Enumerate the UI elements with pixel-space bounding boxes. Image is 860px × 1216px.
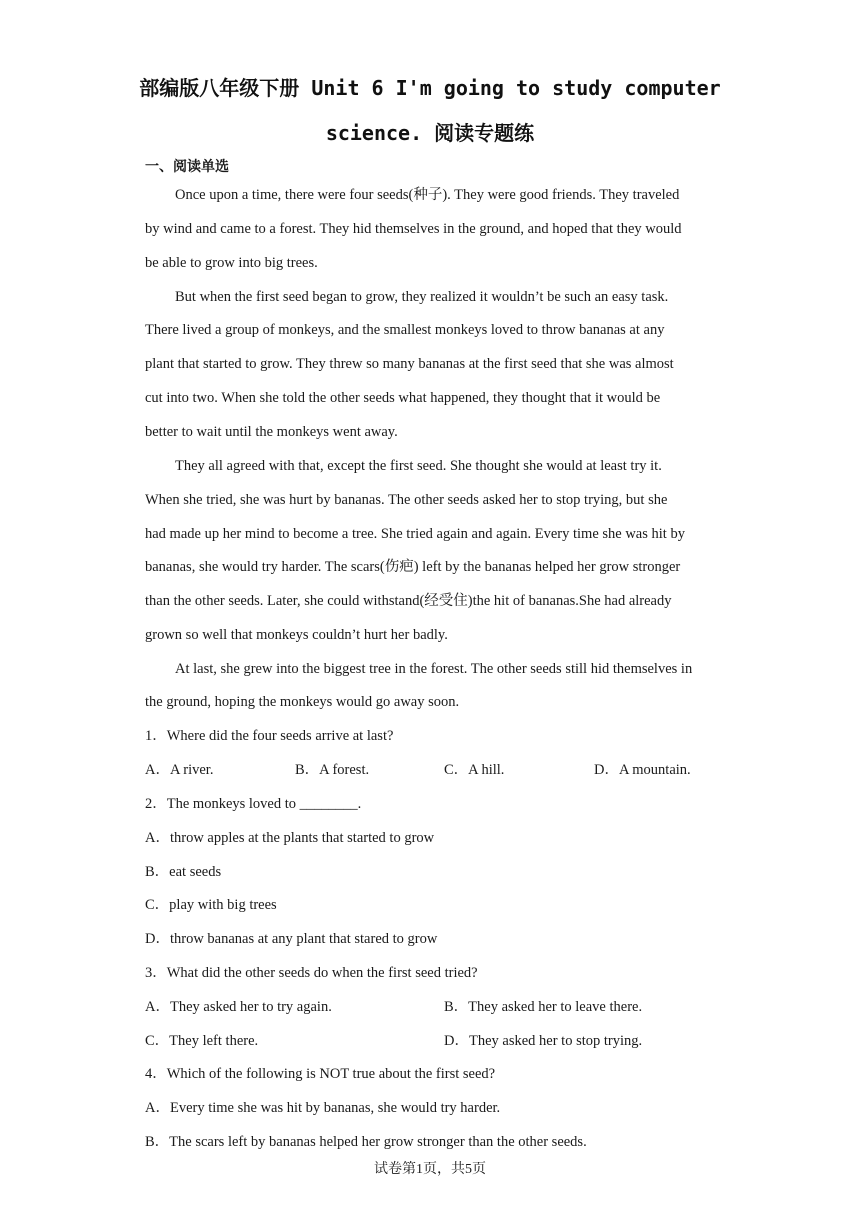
answer-option: C．play with big trees: [145, 897, 277, 913]
passage-line: the ground, hoping the monkeys would go away soon.: [145, 694, 460, 710]
document-title-line-1: 部编版八年级下册 Unit 6 I'm going to study computer: [139, 76, 721, 100]
document-title-line-2: science. 阅读专题练: [325, 121, 535, 145]
answer-option: B．A forest.: [295, 762, 370, 778]
answer-option: C．A hill.: [444, 762, 505, 778]
passage-line: bananas, she would try harder. The scars(伤疤) left by the bananas helped her grow stronger: [145, 559, 681, 575]
answer-option: C．They left there.: [145, 1033, 259, 1049]
answer-option: B．eat seeds: [145, 864, 222, 880]
passage-line: be able to grow into big trees.: [145, 255, 318, 271]
answer-option: D．throw bananas at any plant that stared to grow: [145, 931, 438, 947]
question-stem: 3．What did the other seeds do when the first seed tried?: [145, 965, 478, 981]
passage-line: grown so well that monkeys couldn’t hurt her badly.: [145, 627, 448, 643]
passage-line: There lived a group of monkeys, and the smallest monkeys loved to throw bananas at any: [145, 322, 665, 338]
answer-option: B．The scars left by bananas helped her grow stronger than the other seeds.: [145, 1134, 587, 1150]
answer-option: A．Every time she was hit by bananas, she would try harder.: [145, 1100, 501, 1116]
answer-option: D．A mountain.: [594, 762, 691, 778]
page-number-footer: 试卷第1页，共5页: [374, 1162, 486, 1177]
passage-line: plant that started to grow. They threw so many bananas at the first seed that she was almost: [145, 356, 674, 372]
answer-option: D．They asked her to stop trying.: [444, 1033, 643, 1049]
passage-line: At last, she grew into the biggest tree in the forest. The other seeds still hid themselves in: [175, 661, 693, 677]
section-heading: 一、阅读单选: [145, 159, 229, 175]
answer-option: A．throw apples at the plants that started to grow: [145, 830, 435, 846]
passage-line: They all agreed with that, except the first seed. She thought she would at least try it.: [175, 458, 662, 474]
answer-option: A．A river.: [145, 762, 214, 778]
passage-line: Once upon a time, there were four seeds(种子). They were good friends. They traveled: [175, 187, 680, 203]
passage-line: better to wait until the monkeys went away.: [145, 424, 398, 440]
answer-option: A．They asked her to try again.: [145, 999, 332, 1015]
passage-line: than the other seeds. Later, she could withstand(经受住)the hit of bananas.She had already: [145, 593, 672, 609]
question-stem: 4．Which of the following is NOT true about the first seed?: [145, 1066, 496, 1082]
passage-line: But when the first seed began to grow, they realized it wouldn’t be such an easy task.: [175, 289, 669, 305]
passage-line: had made up her mind to become a tree. She tried again and again. Every time she was hit by: [145, 526, 685, 542]
passage-line: When she tried, she was hurt by bananas. The other seeds asked her to stop trying, but she: [145, 492, 668, 508]
answer-option: B．They asked her to leave there.: [444, 999, 643, 1015]
passage-line: cut into two. When she told the other seeds what happened, they thought that it would be: [145, 390, 661, 406]
passage-line: by wind and came to a forest. They hid themselves in the ground, and hoped that they would: [145, 221, 682, 237]
question-stem: 2．The monkeys loved to ________.: [145, 796, 362, 812]
question-stem: 1．Where did the four seeds arrive at last?: [145, 728, 394, 744]
